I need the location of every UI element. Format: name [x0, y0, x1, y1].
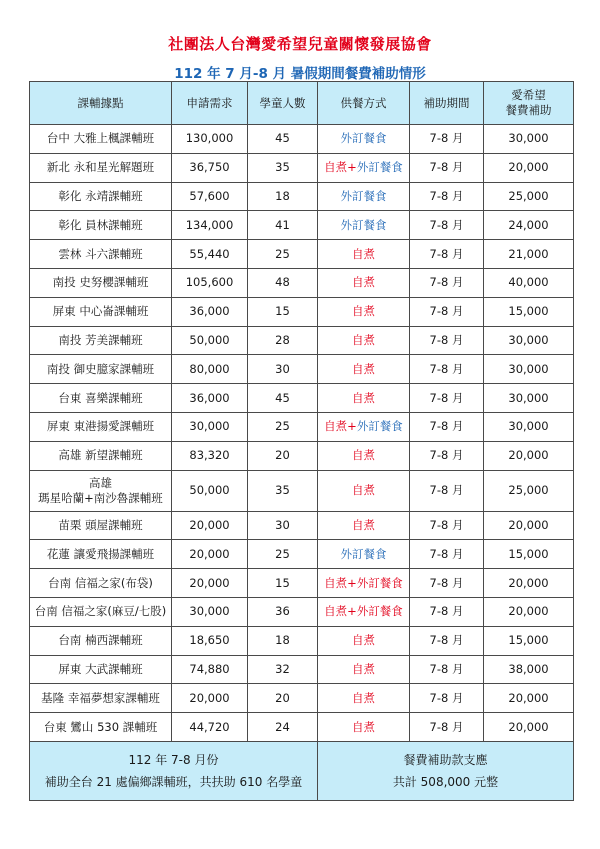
meal-type-part: 自煮 [352, 275, 375, 290]
cell-period: 7-8 月 [410, 268, 484, 297]
footer-total [318, 741, 574, 800]
cell-students: 15 [248, 569, 318, 598]
cell-period: 7-8 月 [410, 240, 484, 269]
cell-subsidy: 20,000 [484, 153, 574, 182]
cell-subsidy: 20,000 [484, 511, 574, 540]
cell-site [30, 384, 172, 413]
footer-row [30, 741, 574, 800]
cell-students: 18 [248, 182, 318, 211]
cell-subsidy: 20,000 [484, 684, 574, 713]
table-row [30, 470, 574, 511]
cell-site-text: 高雄 [89, 475, 112, 490]
meal-type-part: 自煮 [352, 633, 375, 648]
cell-request: 134,000 [172, 211, 248, 240]
cell-period: 7-8 月 [410, 655, 484, 684]
cell-site-text: 新北 永和星光解題班 [46, 160, 155, 175]
cell-students: 18 [248, 626, 318, 655]
cell-subsidy: 40,000 [484, 268, 574, 297]
cell-subsidy: 30,000 [484, 412, 574, 441]
meal-type-part: 外訂餐食 [356, 575, 403, 590]
cell-request: 55,440 [172, 240, 248, 269]
meal-type-part: 自煮 [324, 160, 348, 175]
cell-request: 20,000 [172, 540, 248, 569]
cell-site [30, 240, 172, 269]
cell-request: 36,000 [172, 384, 248, 413]
meal-type-part: 外訂餐食 [340, 217, 387, 232]
cell-students: 48 [248, 268, 318, 297]
cell-students: 25 [248, 540, 318, 569]
cell-period: 7-8 月 [410, 384, 484, 413]
cell-site-text: 屏東 中心崙課輔班 [52, 304, 149, 319]
cell-request: 36,000 [172, 297, 248, 326]
cell-period: 7-8 月 [410, 182, 484, 211]
cell-subsidy: 20,000 [484, 713, 574, 742]
cell-meal-type [318, 153, 410, 182]
table-row [30, 182, 574, 211]
header-row [30, 82, 574, 125]
cell-request: 20,000 [172, 511, 248, 540]
meal-type-part: 自煮 [352, 719, 375, 734]
subsidy-table [29, 81, 574, 801]
cell-students: 30 [248, 511, 318, 540]
footer-summary [30, 741, 318, 800]
meal-type-part: 外訂餐食 [356, 604, 403, 619]
table-row [30, 326, 574, 355]
table-row [30, 240, 574, 269]
cell-meal-type [318, 511, 410, 540]
cell-site [30, 655, 172, 684]
cell-site [30, 125, 172, 154]
cell-meal-type [318, 597, 410, 626]
table-row [30, 684, 574, 713]
table-row [30, 355, 574, 384]
header-subsidy-line2: 餐費補助 [505, 103, 552, 117]
cell-meal-type [318, 470, 410, 511]
header-students: 學童人數 [248, 82, 318, 125]
cell-meal-type [318, 182, 410, 211]
table-row [30, 626, 574, 655]
meal-type-part: 外訂餐食 [356, 419, 403, 434]
cell-site [30, 540, 172, 569]
table-row [30, 125, 574, 154]
cell-period: 7-8 月 [410, 297, 484, 326]
cell-request: 83,320 [172, 441, 248, 470]
cell-subsidy: 15,000 [484, 540, 574, 569]
cell-site-text: 基隆 幸福夢想家課輔班 [41, 690, 160, 705]
meal-type-part: 外訂餐食 [340, 131, 387, 146]
table-row [30, 412, 574, 441]
header-request: 申請需求 [172, 82, 248, 125]
cell-site-text: 屏東 東港揚愛課輔班 [46, 419, 155, 434]
cell-site-text: 台南 信福之家(布袋) [48, 575, 153, 590]
meal-type-part: 自煮 [352, 361, 375, 376]
cell-meal-type [318, 441, 410, 470]
document-title: 社團法人台灣愛希望兒童關懷發展協會 [168, 35, 432, 53]
cell-period: 7-8 月 [410, 441, 484, 470]
cell-period: 7-8 月 [410, 153, 484, 182]
cell-meal-type [318, 412, 410, 441]
cell-students: 35 [248, 470, 318, 511]
cell-meal-type [318, 355, 410, 384]
cell-site-text: 台南 楠西課輔班 [58, 633, 143, 648]
cell-request: 80,000 [172, 355, 248, 384]
meal-type-part: 外訂餐食 [340, 546, 387, 561]
cell-request: 44,720 [172, 713, 248, 742]
cell-students: 20 [248, 684, 318, 713]
meal-type-part: 外訂餐食 [340, 188, 387, 203]
cell-subsidy: 20,000 [484, 569, 574, 598]
cell-period: 7-8 月 [410, 597, 484, 626]
cell-site [30, 511, 172, 540]
cell-subsidy: 15,000 [484, 297, 574, 326]
meal-type-part: 自煮 [352, 246, 375, 261]
header-meal-type: 供餐方式 [318, 82, 410, 125]
cell-site [30, 182, 172, 211]
cell-request: 105,600 [172, 268, 248, 297]
cell-site [30, 626, 172, 655]
cell-request: 74,880 [172, 655, 248, 684]
cell-site [30, 326, 172, 355]
cell-site-text: 高雄 新望課輔班 [58, 448, 143, 463]
cell-meal-type [318, 540, 410, 569]
cell-request: 30,000 [172, 597, 248, 626]
cell-period: 7-8 月 [410, 326, 484, 355]
cell-subsidy: 30,000 [484, 125, 574, 154]
meal-type-part: 自煮 [324, 604, 348, 619]
cell-request: 50,000 [172, 326, 248, 355]
table-row [30, 655, 574, 684]
cell-request: 20,000 [172, 569, 248, 598]
cell-site-text: 南投 御史臆家課輔班 [46, 361, 155, 376]
table-row [30, 384, 574, 413]
cell-subsidy: 30,000 [484, 355, 574, 384]
table-row [30, 569, 574, 598]
cell-request: 30,000 [172, 412, 248, 441]
header-subsidy [484, 82, 574, 125]
cell-site-text: 屏東 大武課輔班 [58, 661, 143, 676]
cell-site [30, 297, 172, 326]
cell-subsidy: 15,000 [484, 626, 574, 655]
meal-type-part: 自煮 [352, 332, 375, 347]
meal-type-part: 自煮 [352, 661, 375, 676]
cell-meal-type [318, 626, 410, 655]
document-subtitle: 112 年 7 月-8 月 暑假期間餐費補助情形 [174, 66, 426, 82]
header-site: 課輔據點 [30, 82, 172, 125]
meal-type-part: 自煮 [352, 304, 375, 319]
meal-type-part: 外訂餐食 [356, 160, 403, 175]
meal-type-part: 自煮 [324, 575, 348, 590]
cell-site [30, 211, 172, 240]
meal-type-part: 自煮 [324, 419, 348, 434]
cell-site [30, 470, 172, 511]
table-row [30, 297, 574, 326]
meal-type-part: + [347, 419, 357, 434]
cell-meal-type [318, 655, 410, 684]
cell-meal-type [318, 713, 410, 742]
cell-period: 7-8 月 [410, 470, 484, 511]
cell-subsidy: 24,000 [484, 211, 574, 240]
cell-site-text: 南投 史努櫻課輔班 [52, 275, 149, 290]
cell-request: 50,000 [172, 470, 248, 511]
meal-type-part: + [347, 160, 357, 175]
meal-type-part: 自煮 [352, 390, 375, 405]
cell-subsidy: 30,000 [484, 384, 574, 413]
footer-summary-line2: 補助全台 21 處偏鄉課輔班，共扶助 610 名學童 [44, 774, 303, 789]
table-row [30, 597, 574, 626]
cell-site-text: 台東 喜樂課輔班 [58, 390, 143, 405]
cell-site-text: 台東 鸞山 530 課輔班 [43, 719, 158, 734]
cell-meal-type [318, 211, 410, 240]
meal-type-part: + [347, 575, 357, 590]
footer-total-line2: 共計 508,000 元整 [392, 774, 499, 789]
header-subsidy-line1: 愛希望 [511, 88, 546, 102]
cell-request: 57,600 [172, 182, 248, 211]
cell-subsidy: 38,000 [484, 655, 574, 684]
cell-site-text: 彰化 永靖課輔班 [58, 188, 143, 203]
cell-request: 130,000 [172, 125, 248, 154]
cell-site [30, 441, 172, 470]
cell-students: 36 [248, 597, 318, 626]
cell-students: 30 [248, 355, 318, 384]
cell-site [30, 153, 172, 182]
cell-students: 24 [248, 713, 318, 742]
cell-period: 7-8 月 [410, 569, 484, 598]
cell-subsidy: 20,000 [484, 441, 574, 470]
cell-meal-type [318, 125, 410, 154]
cell-meal-type [318, 297, 410, 326]
cell-period: 7-8 月 [410, 626, 484, 655]
cell-students: 25 [248, 240, 318, 269]
cell-period: 7-8 月 [410, 355, 484, 384]
cell-site [30, 268, 172, 297]
cell-students: 28 [248, 326, 318, 355]
cell-site [30, 569, 172, 598]
cell-students: 41 [248, 211, 318, 240]
cell-site [30, 713, 172, 742]
cell-meal-type [318, 326, 410, 355]
cell-meal-type [318, 569, 410, 598]
cell-students: 32 [248, 655, 318, 684]
cell-period: 7-8 月 [410, 511, 484, 540]
cell-meal-type [318, 384, 410, 413]
cell-students: 20 [248, 441, 318, 470]
cell-request: 20,000 [172, 684, 248, 713]
footer-total-line1: 餐費補助款支應 [403, 752, 488, 767]
table-body [30, 125, 574, 742]
cell-site-text: 雲林 斗六課輔班 [58, 246, 143, 261]
table-row [30, 511, 574, 540]
table-row [30, 713, 574, 742]
cell-site-text: 台南 信福之家(麻豆/七股) [34, 604, 167, 619]
meal-type-part: 自煮 [352, 690, 375, 705]
cell-students: 45 [248, 384, 318, 413]
table-row [30, 540, 574, 569]
footer-summary-line1: 112 年 7-8 月份 [128, 752, 219, 767]
cell-meal-type [318, 684, 410, 713]
cell-site-text: 台中 大雅上楓課輔班 [46, 131, 155, 146]
cell-site-text: 苗栗 頭屋課輔班 [58, 517, 143, 532]
meal-type-part: 自煮 [352, 483, 375, 498]
cell-site-text: 彰化 員林課輔班 [58, 217, 143, 232]
table-row [30, 441, 574, 470]
cell-students: 15 [248, 297, 318, 326]
cell-site [30, 412, 172, 441]
cell-site-text: 花蓮 讓愛飛揚課輔班 [46, 546, 155, 561]
cell-period: 7-8 月 [410, 211, 484, 240]
cell-site-text: 南投 芳美課輔班 [58, 332, 143, 347]
table-row [30, 268, 574, 297]
cell-site-text-line2: 瑪星哈蘭+南沙魯課輔班 [38, 490, 163, 505]
cell-students: 25 [248, 412, 318, 441]
cell-subsidy: 20,000 [484, 597, 574, 626]
cell-request: 18,650 [172, 626, 248, 655]
cell-site [30, 355, 172, 384]
cell-subsidy: 25,000 [484, 470, 574, 511]
meal-type-part: 自煮 [352, 448, 375, 463]
cell-site [30, 684, 172, 713]
header-period: 補助期間 [410, 82, 484, 125]
cell-request: 36,750 [172, 153, 248, 182]
table-row [30, 211, 574, 240]
meal-type-part: + [347, 604, 357, 619]
cell-period: 7-8 月 [410, 540, 484, 569]
cell-students: 35 [248, 153, 318, 182]
cell-subsidy: 30,000 [484, 326, 574, 355]
cell-period: 7-8 月 [410, 125, 484, 154]
cell-site [30, 597, 172, 626]
table-row [30, 153, 574, 182]
cell-meal-type [318, 268, 410, 297]
cell-period: 7-8 月 [410, 412, 484, 441]
cell-period: 7-8 月 [410, 684, 484, 713]
cell-meal-type [318, 240, 410, 269]
cell-students: 45 [248, 125, 318, 154]
cell-subsidy: 25,000 [484, 182, 574, 211]
cell-period: 7-8 月 [410, 713, 484, 742]
cell-subsidy: 21,000 [484, 240, 574, 269]
meal-type-part: 自煮 [352, 517, 375, 532]
